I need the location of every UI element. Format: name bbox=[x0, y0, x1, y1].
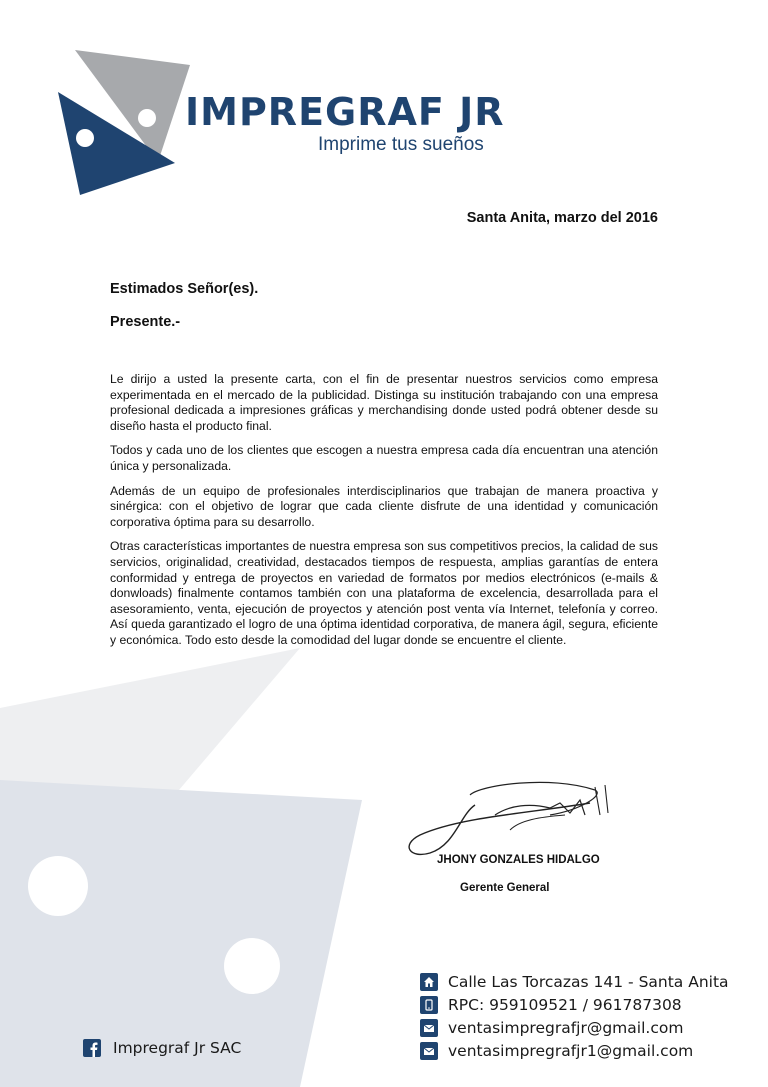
signer-name: JHONY GONZALES HIDALGO bbox=[437, 854, 600, 866]
contact-email-1 bbox=[420, 1016, 729, 1039]
home-icon bbox=[420, 973, 438, 991]
contact-email-text[interactable]: ventasimpregrafjr@gmail.com bbox=[448, 1018, 684, 1037]
contact-address-text: Calle Las Torcazas 141 - Santa Anita bbox=[448, 972, 729, 991]
body-paragraph: Le dirijo a usted la presente carta, con el fin de presentar nuestros servicios como empresa experimentada en el mercado de la publicidad. Distinga su institución trabajando con una empresa profesional dedicada a impresiones gráficas y merchandising donde usted podrá obtener desde su diseño hasta el producto final. bbox=[110, 372, 658, 433]
mail-icon bbox=[420, 1019, 438, 1037]
brand-name: IMPREGRAF JR bbox=[185, 90, 505, 134]
contact-phone bbox=[420, 993, 729, 1016]
facebook-page-name[interactable]: Impregraf Jr SAC bbox=[113, 1039, 242, 1057]
phone-icon bbox=[420, 996, 438, 1014]
body-paragraph: Todos y cada uno de los clientes que escogen a nuestra empresa cada día encuentran una atención única y personalizada. bbox=[110, 443, 658, 473]
body-paragraph: Además de un equipo de profesionales interdisciplinarios que trabajan de manera proactiva y sinérgica: con el objetivo de lograr que cada cliente disfrute de una identidad y comunicación corporativa óptima para su desarrollo. bbox=[110, 483, 658, 529]
facebook-link[interactable] bbox=[83, 1039, 241, 1057]
contact-email-text[interactable]: ventasimpregrafjr1@gmail.com bbox=[448, 1041, 694, 1060]
signer-title: Gerente General bbox=[460, 882, 550, 894]
contact-email-2 bbox=[420, 1039, 729, 1062]
contact-address bbox=[420, 970, 729, 993]
letter-body bbox=[110, 372, 658, 658]
contact-phone-text: RPC: 959109521 / 961787308 bbox=[448, 995, 682, 1014]
body-paragraph: Otras características importantes de nuestra empresa son sus competitivos precios, la calidad de sus servicios, originalidad, creatividad, destacados tiempos de respuesta, amplias garantías de entera conformidad y entrega de proyectos en variedad de formatos por medios electrónicos (e-mails & donwloads) finalmente contamos también con una plataforma de excelencia, desarrollada para el asesoramiento, venta, ejecución de proyectos y atención post venta vía Internet, telefonía y correo. Así queda garantizado el logro de una óptima identidad corporativa, de manera ágil, segura, eficiente y económica. Todo esto desde la comodidad del lugar donde se encuentre el cliente. bbox=[110, 539, 658, 647]
letter-dateline: Santa Anita, marzo del 2016 bbox=[466, 210, 658, 226]
letter-presente: Presente.- bbox=[110, 314, 181, 330]
contact-block bbox=[420, 970, 729, 1062]
brand-tagline: Imprime tus sueños bbox=[318, 134, 484, 155]
letter-salutation: Estimados Señor(es). bbox=[110, 281, 259, 297]
facebook-icon bbox=[83, 1039, 101, 1057]
mail-icon bbox=[420, 1042, 438, 1060]
